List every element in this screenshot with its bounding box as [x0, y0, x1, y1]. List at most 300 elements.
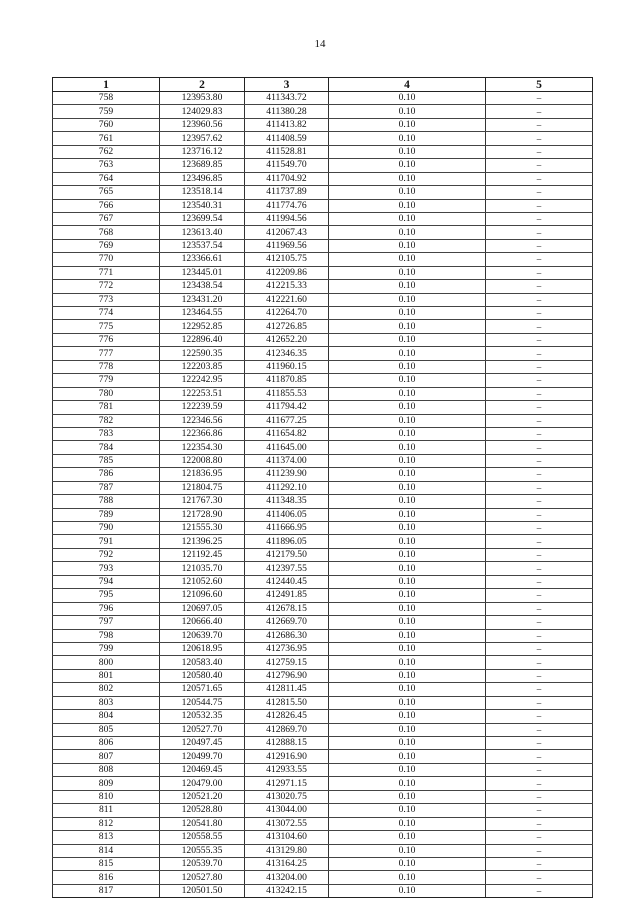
- table-row: [53, 333, 593, 346]
- table-header-row: [53, 78, 593, 92]
- note-cell: –: [486, 293, 593, 306]
- point-number-cell: 775: [53, 320, 160, 333]
- point-number-cell: 813: [53, 831, 160, 844]
- x-coordinate-cell: 123366.61: [160, 253, 245, 266]
- table-row: [53, 387, 593, 400]
- note-cell: –: [486, 105, 593, 118]
- table-row: [53, 212, 593, 225]
- value-cell: 0.10: [329, 831, 486, 844]
- x-coordinate-cell: 121804.75: [160, 481, 245, 494]
- value-cell: 0.10: [329, 145, 486, 158]
- note-cell: –: [486, 844, 593, 857]
- note-cell: –: [486, 629, 593, 642]
- value-cell: 0.10: [329, 763, 486, 776]
- note-cell: –: [486, 616, 593, 629]
- point-number-cell: 803: [53, 696, 160, 709]
- note-cell: –: [486, 831, 593, 844]
- value-cell: 0.10: [329, 105, 486, 118]
- note-cell: –: [486, 589, 593, 602]
- table-row: [53, 253, 593, 266]
- table-body: [53, 92, 593, 898]
- point-number-cell: 800: [53, 656, 160, 669]
- note-cell: –: [486, 414, 593, 427]
- y-coordinate-cell: 411855.53: [245, 387, 329, 400]
- note-cell: –: [486, 522, 593, 535]
- table-row: [53, 441, 593, 454]
- value-cell: 0.10: [329, 777, 486, 790]
- value-cell: 0.10: [329, 414, 486, 427]
- table-row: [53, 199, 593, 212]
- note-cell: –: [486, 118, 593, 131]
- y-coordinate-cell: 412933.55: [245, 763, 329, 776]
- point-number-cell: 799: [53, 642, 160, 655]
- value-cell: 0.10: [329, 804, 486, 817]
- note-cell: –: [486, 548, 593, 561]
- point-number-cell: 784: [53, 441, 160, 454]
- x-coordinate-cell: 123540.31: [160, 199, 245, 212]
- table-row: [53, 548, 593, 561]
- y-coordinate-cell: 411549.70: [245, 159, 329, 172]
- note-cell: –: [486, 535, 593, 548]
- point-number-cell: 802: [53, 683, 160, 696]
- point-number-cell: 790: [53, 522, 160, 535]
- value-cell: 0.10: [329, 871, 486, 884]
- x-coordinate-cell: 123496.85: [160, 172, 245, 185]
- note-cell: –: [486, 92, 593, 105]
- y-coordinate-cell: 412888.15: [245, 737, 329, 750]
- y-coordinate-cell: 411343.72: [245, 92, 329, 105]
- table-row: [53, 132, 593, 145]
- x-coordinate-cell: 120697.05: [160, 602, 245, 615]
- y-coordinate-cell: 412869.70: [245, 723, 329, 736]
- value-cell: 0.10: [329, 817, 486, 830]
- x-coordinate-cell: 120580.40: [160, 669, 245, 682]
- note-cell: –: [486, 360, 593, 373]
- x-coordinate-cell: 122896.40: [160, 333, 245, 346]
- y-coordinate-cell: 412179.50: [245, 548, 329, 561]
- x-coordinate-cell: 122590.35: [160, 347, 245, 360]
- table-row: [53, 454, 593, 467]
- value-cell: 0.10: [329, 387, 486, 400]
- y-coordinate-cell: 413072.55: [245, 817, 329, 830]
- y-coordinate-cell: 413104.60: [245, 831, 329, 844]
- y-coordinate-cell: 411704.92: [245, 172, 329, 185]
- x-coordinate-cell: 122242.95: [160, 374, 245, 387]
- table-row: [53, 360, 593, 373]
- y-coordinate-cell: 411380.28: [245, 105, 329, 118]
- y-coordinate-cell: 412669.70: [245, 616, 329, 629]
- x-coordinate-cell: 120583.40: [160, 656, 245, 669]
- note-cell: –: [486, 562, 593, 575]
- value-cell: 0.10: [329, 548, 486, 561]
- value-cell: 0.10: [329, 602, 486, 615]
- x-coordinate-cell: 122008.80: [160, 454, 245, 467]
- point-number-cell: 792: [53, 548, 160, 561]
- note-cell: –: [486, 669, 593, 682]
- value-cell: 0.10: [329, 562, 486, 575]
- value-cell: 0.10: [329, 468, 486, 481]
- note-cell: –: [486, 871, 593, 884]
- value-cell: 0.10: [329, 737, 486, 750]
- table-row: [53, 401, 593, 414]
- note-cell: –: [486, 857, 593, 870]
- value-cell: 0.10: [329, 857, 486, 870]
- x-coordinate-cell: 121192.45: [160, 548, 245, 561]
- x-coordinate-cell: 120501.50: [160, 884, 245, 897]
- value-cell: 0.10: [329, 710, 486, 723]
- table-row: [53, 602, 593, 615]
- note-cell: –: [486, 159, 593, 172]
- value-cell: 0.10: [329, 280, 486, 293]
- table-row: [53, 777, 593, 790]
- table-row: [53, 414, 593, 427]
- point-number-cell: 794: [53, 575, 160, 588]
- x-coordinate-cell: 123445.01: [160, 266, 245, 279]
- y-coordinate-cell: 411292.10: [245, 481, 329, 494]
- point-number-cell: 771: [53, 266, 160, 279]
- note-cell: –: [486, 602, 593, 615]
- note-cell: –: [486, 266, 593, 279]
- value-cell: 0.10: [329, 199, 486, 212]
- x-coordinate-cell: 121035.70: [160, 562, 245, 575]
- value-cell: 0.10: [329, 347, 486, 360]
- value-cell: 0.10: [329, 696, 486, 709]
- y-coordinate-cell: 413129.80: [245, 844, 329, 857]
- table-row: [53, 535, 593, 548]
- point-number-cell: 788: [53, 495, 160, 508]
- y-coordinate-cell: 413044.00: [245, 804, 329, 817]
- table-row: [53, 669, 593, 682]
- note-cell: –: [486, 320, 593, 333]
- y-coordinate-cell: 411870.85: [245, 374, 329, 387]
- point-number-cell: 815: [53, 857, 160, 870]
- y-coordinate-cell: 412221.60: [245, 293, 329, 306]
- point-number-cell: 769: [53, 239, 160, 252]
- point-number-cell: 795: [53, 589, 160, 602]
- table-row: [53, 844, 593, 857]
- point-number-cell: 786: [53, 468, 160, 481]
- table-row: [53, 871, 593, 884]
- value-cell: 0.10: [329, 522, 486, 535]
- point-number-cell: 789: [53, 508, 160, 521]
- point-number-cell: 791: [53, 535, 160, 548]
- point-number-cell: 809: [53, 777, 160, 790]
- y-coordinate-cell: 412796.90: [245, 669, 329, 682]
- y-coordinate-cell: 413204.00: [245, 871, 329, 884]
- note-cell: –: [486, 441, 593, 454]
- x-coordinate-cell: 124029.83: [160, 105, 245, 118]
- note-cell: –: [486, 427, 593, 440]
- point-number-cell: 760: [53, 118, 160, 131]
- y-coordinate-cell: 411645.00: [245, 441, 329, 454]
- table-row: [53, 186, 593, 199]
- table-row: [53, 642, 593, 655]
- y-coordinate-cell: 411774.76: [245, 199, 329, 212]
- value-cell: 0.10: [329, 454, 486, 467]
- table-row: [53, 226, 593, 239]
- note-cell: –: [486, 454, 593, 467]
- y-coordinate-cell: 413164.25: [245, 857, 329, 870]
- x-coordinate-cell: 120555.35: [160, 844, 245, 857]
- y-coordinate-cell: 411896.05: [245, 535, 329, 548]
- x-coordinate-cell: 123957.62: [160, 132, 245, 145]
- y-coordinate-cell: 411413.82: [245, 118, 329, 131]
- x-coordinate-cell: 120618.95: [160, 642, 245, 655]
- value-cell: 0.10: [329, 844, 486, 857]
- value-cell: 0.10: [329, 118, 486, 131]
- y-coordinate-cell: 412736.95: [245, 642, 329, 655]
- x-coordinate-cell: 121836.95: [160, 468, 245, 481]
- point-number-cell: 776: [53, 333, 160, 346]
- table-row: [53, 723, 593, 736]
- value-cell: 0.10: [329, 172, 486, 185]
- value-cell: 0.10: [329, 333, 486, 346]
- point-number-cell: 780: [53, 387, 160, 400]
- table-row: [53, 293, 593, 306]
- table-row: [53, 266, 593, 279]
- note-cell: –: [486, 777, 593, 790]
- table-row: [53, 616, 593, 629]
- y-coordinate-cell: 411969.56: [245, 239, 329, 252]
- note-cell: –: [486, 763, 593, 776]
- note-cell: –: [486, 280, 593, 293]
- note-cell: –: [486, 226, 593, 239]
- point-number-cell: 778: [53, 360, 160, 373]
- point-number-cell: 773: [53, 293, 160, 306]
- value-cell: 0.10: [329, 508, 486, 521]
- table-row: [53, 468, 593, 481]
- value-cell: 0.10: [329, 293, 486, 306]
- point-number-cell: 806: [53, 737, 160, 750]
- x-coordinate-cell: 120479.00: [160, 777, 245, 790]
- table-row: [53, 105, 593, 118]
- y-coordinate-cell: 412811.45: [245, 683, 329, 696]
- note-cell: –: [486, 884, 593, 897]
- note-cell: –: [486, 804, 593, 817]
- x-coordinate-cell: 122239.59: [160, 401, 245, 414]
- value-cell: 0.10: [329, 629, 486, 642]
- value-cell: 0.10: [329, 266, 486, 279]
- x-coordinate-cell: 120499.70: [160, 750, 245, 763]
- note-cell: –: [486, 696, 593, 709]
- note-cell: –: [486, 172, 593, 185]
- note-cell: –: [486, 253, 593, 266]
- point-number-cell: 761: [53, 132, 160, 145]
- table-row: [53, 145, 593, 158]
- y-coordinate-cell: 412264.70: [245, 307, 329, 320]
- note-cell: –: [486, 468, 593, 481]
- y-coordinate-cell: 413020.75: [245, 790, 329, 803]
- y-coordinate-cell: 411528.81: [245, 145, 329, 158]
- x-coordinate-cell: 123953.80: [160, 92, 245, 105]
- table-row: [53, 857, 593, 870]
- y-coordinate-cell: 412397.55: [245, 562, 329, 575]
- value-cell: 0.10: [329, 427, 486, 440]
- point-number-cell: 783: [53, 427, 160, 440]
- y-coordinate-cell: 412678.15: [245, 602, 329, 615]
- y-coordinate-cell: 412215.33: [245, 280, 329, 293]
- page-number: 14: [314, 38, 326, 50]
- y-coordinate-cell: 412726.85: [245, 320, 329, 333]
- note-cell: –: [486, 186, 593, 199]
- x-coordinate-cell: 122366.86: [160, 427, 245, 440]
- y-coordinate-cell: 412652.20: [245, 333, 329, 346]
- table-row: [53, 159, 593, 172]
- value-cell: 0.10: [329, 535, 486, 548]
- point-number-cell: 801: [53, 669, 160, 682]
- x-coordinate-cell: 121396.25: [160, 535, 245, 548]
- value-cell: 0.10: [329, 723, 486, 736]
- x-coordinate-cell: 123464.55: [160, 307, 245, 320]
- point-number-cell: 808: [53, 763, 160, 776]
- value-cell: 0.10: [329, 669, 486, 682]
- x-coordinate-cell: 120541.80: [160, 817, 245, 830]
- value-cell: 0.10: [329, 212, 486, 225]
- point-number-cell: 814: [53, 844, 160, 857]
- value-cell: 0.10: [329, 374, 486, 387]
- y-coordinate-cell: 412916.90: [245, 750, 329, 763]
- x-coordinate-cell: 123960.56: [160, 118, 245, 131]
- table-row: [53, 280, 593, 293]
- y-coordinate-cell: 411408.59: [245, 132, 329, 145]
- point-number-cell: 768: [53, 226, 160, 239]
- note-cell: –: [486, 132, 593, 145]
- y-coordinate-cell: 411994.56: [245, 212, 329, 225]
- table-row: [53, 737, 593, 750]
- value-cell: 0.10: [329, 441, 486, 454]
- x-coordinate-cell: 120539.70: [160, 857, 245, 870]
- table-row: [53, 656, 593, 669]
- note-cell: –: [486, 790, 593, 803]
- x-coordinate-cell: 123613.40: [160, 226, 245, 239]
- table-row: [53, 589, 593, 602]
- value-cell: 0.10: [329, 159, 486, 172]
- value-cell: 0.10: [329, 790, 486, 803]
- x-coordinate-cell: 123438.54: [160, 280, 245, 293]
- point-number-cell: 782: [53, 414, 160, 427]
- y-coordinate-cell: 411960.15: [245, 360, 329, 373]
- note-cell: –: [486, 307, 593, 320]
- x-coordinate-cell: 123699.54: [160, 212, 245, 225]
- x-coordinate-cell: 120639.70: [160, 629, 245, 642]
- note-cell: –: [486, 333, 593, 346]
- table-row: [53, 831, 593, 844]
- column-header-4: 4: [329, 78, 486, 92]
- value-cell: 0.10: [329, 186, 486, 199]
- value-cell: 0.10: [329, 320, 486, 333]
- y-coordinate-cell: 412815.50: [245, 696, 329, 709]
- y-coordinate-cell: 412826.45: [245, 710, 329, 723]
- y-coordinate-cell: 411239.90: [245, 468, 329, 481]
- table-row: [53, 374, 593, 387]
- y-coordinate-cell: 412686.30: [245, 629, 329, 642]
- value-cell: 0.10: [329, 495, 486, 508]
- column-header-1: 1: [53, 78, 160, 92]
- table-row: [53, 522, 593, 535]
- note-cell: –: [486, 401, 593, 414]
- point-number-cell: 759: [53, 105, 160, 118]
- note-cell: –: [486, 239, 593, 252]
- x-coordinate-cell: 120558.55: [160, 831, 245, 844]
- table-row: [53, 804, 593, 817]
- point-number-cell: 763: [53, 159, 160, 172]
- value-cell: 0.10: [329, 656, 486, 669]
- y-coordinate-cell: 411406.05: [245, 508, 329, 521]
- point-number-cell: 765: [53, 186, 160, 199]
- value-cell: 0.10: [329, 884, 486, 897]
- y-coordinate-cell: 411666.95: [245, 522, 329, 535]
- note-cell: –: [486, 817, 593, 830]
- note-cell: –: [486, 199, 593, 212]
- x-coordinate-cell: 120497.45: [160, 737, 245, 750]
- note-cell: –: [486, 710, 593, 723]
- column-header-3: 3: [245, 78, 329, 92]
- point-number-cell: 772: [53, 280, 160, 293]
- point-number-cell: 774: [53, 307, 160, 320]
- y-coordinate-cell: 411794.42: [245, 401, 329, 414]
- y-coordinate-cell: 412209.86: [245, 266, 329, 279]
- x-coordinate-cell: 121728.90: [160, 508, 245, 521]
- y-coordinate-cell: 412105.75: [245, 253, 329, 266]
- column-header-5: 5: [486, 78, 593, 92]
- note-cell: –: [486, 145, 593, 158]
- x-coordinate-cell: 121767.30: [160, 495, 245, 508]
- point-number-cell: 797: [53, 616, 160, 629]
- table-row: [53, 508, 593, 521]
- column-header-2: 2: [160, 78, 245, 92]
- x-coordinate-cell: 122346.56: [160, 414, 245, 427]
- y-coordinate-cell: 411677.25: [245, 414, 329, 427]
- value-cell: 0.10: [329, 642, 486, 655]
- x-coordinate-cell: 123518.14: [160, 186, 245, 199]
- point-number-cell: 812: [53, 817, 160, 830]
- point-number-cell: 777: [53, 347, 160, 360]
- x-coordinate-cell: 121052.60: [160, 575, 245, 588]
- value-cell: 0.10: [329, 226, 486, 239]
- y-coordinate-cell: 412491.85: [245, 589, 329, 602]
- point-number-cell: 816: [53, 871, 160, 884]
- point-number-cell: 762: [53, 145, 160, 158]
- table-row: [53, 575, 593, 588]
- point-number-cell: 770: [53, 253, 160, 266]
- table-row: [53, 481, 593, 494]
- y-coordinate-cell: 412440.45: [245, 575, 329, 588]
- y-coordinate-cell: 413242.15: [245, 884, 329, 897]
- point-number-cell: 810: [53, 790, 160, 803]
- x-coordinate-cell: 122952.85: [160, 320, 245, 333]
- table-row: [53, 629, 593, 642]
- value-cell: 0.10: [329, 401, 486, 414]
- table-row: [53, 683, 593, 696]
- value-cell: 0.10: [329, 616, 486, 629]
- point-number-cell: 811: [53, 804, 160, 817]
- table-row: [53, 320, 593, 333]
- value-cell: 0.10: [329, 92, 486, 105]
- x-coordinate-cell: 123431.20: [160, 293, 245, 306]
- table-row: [53, 696, 593, 709]
- x-coordinate-cell: 122354.30: [160, 441, 245, 454]
- x-coordinate-cell: 123689.85: [160, 159, 245, 172]
- note-cell: –: [486, 347, 593, 360]
- y-coordinate-cell: 412346.35: [245, 347, 329, 360]
- x-coordinate-cell: 120521.20: [160, 790, 245, 803]
- note-cell: –: [486, 656, 593, 669]
- x-coordinate-cell: 120666.40: [160, 616, 245, 629]
- value-cell: 0.10: [329, 750, 486, 763]
- note-cell: –: [486, 508, 593, 521]
- value-cell: 0.10: [329, 360, 486, 373]
- note-cell: –: [486, 387, 593, 400]
